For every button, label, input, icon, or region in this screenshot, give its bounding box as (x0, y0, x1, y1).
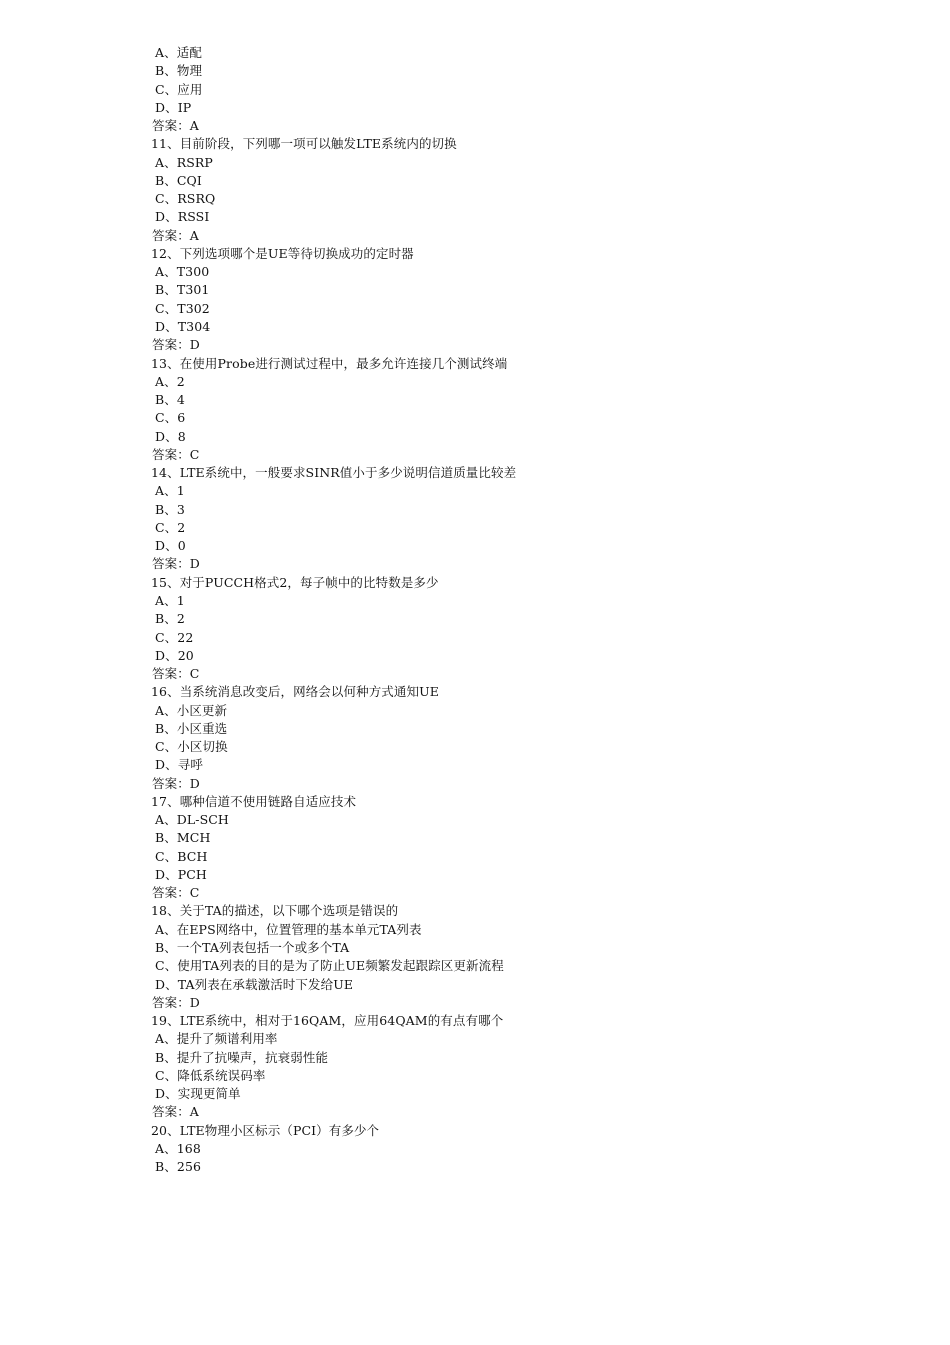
option-line: C、22 (155, 629, 194, 645)
answer-line: 答案：C (152, 885, 200, 901)
option-line: B、256 (155, 1159, 202, 1175)
answer-line: 答案：C (152, 446, 200, 462)
option-line: C、降低系统误码率 (155, 1067, 266, 1083)
option-line: B、CQI (155, 172, 202, 188)
option-line: D、8 (155, 428, 186, 444)
answer-line: 答案：D (152, 556, 200, 572)
option-line: B、2 (155, 611, 185, 627)
question-line: 16、当系统消息改变后，网络会以何种方式通知UE (151, 684, 439, 700)
option-line: D、20 (155, 647, 194, 663)
question-line: 15、对于PUCCH格式2，每子帧中的比特数是多少 (151, 574, 439, 590)
answer-line: 答案：A (152, 227, 199, 243)
answer-line: 答案：C (152, 666, 200, 682)
option-line: D、0 (155, 538, 186, 554)
answer-line: 答案：D (152, 775, 200, 791)
question-line: 18、关于TA的描述，以下哪个选项是错误的 (151, 903, 399, 919)
option-line: A、1 (155, 592, 185, 608)
answer-line: 答案：A (152, 1104, 199, 1120)
question-line: 17、哪种信道不使用链路自适应技术 (151, 793, 357, 809)
answer-line: 答案：D (152, 337, 200, 353)
answer-line: 答案：D (152, 994, 200, 1010)
option-line: A、在EPS网络中，位置管理的基本单元TA列表 (155, 921, 422, 937)
option-line: B、MCH (155, 830, 211, 846)
option-line: A、168 (155, 1140, 201, 1156)
option-line: B、提升了抗噪声，抗衰弱性能 (155, 1049, 329, 1065)
document-page (151, 44, 911, 1176)
option-line: A、小区更新 (155, 702, 228, 718)
option-line: A、RSRP (155, 154, 213, 170)
option-line: C、BCH (155, 848, 208, 864)
option-line: A、2 (155, 373, 185, 389)
option-line: C、使用TA列表的目的是为了防止UE频繁发起跟踪区更新流程 (155, 958, 504, 974)
question-line: 12、下列选项哪个是UE等待切换成功的定时器 (151, 245, 414, 261)
option-line: B、一个TA列表包括一个或多个TA (155, 940, 350, 956)
option-line: C、6 (155, 410, 186, 426)
option-line: B、3 (155, 501, 185, 517)
option-line: D、T304 (155, 318, 211, 334)
question-line: 14、LTE系统中，一般要求SINR值小于多少说明信道质量比较差 (151, 465, 517, 481)
option-line: D、PCH (155, 866, 207, 882)
option-line: B、小区重选 (155, 720, 228, 736)
option-line: B、4 (155, 392, 185, 408)
question-line: 11、目前阶段，下列哪一项可以触发LTE系统内的切换 (151, 136, 457, 152)
option-line: A、T300 (155, 264, 210, 280)
option-line: C、RSRQ (155, 191, 216, 207)
option-line: C、2 (155, 519, 186, 535)
option-line: D、TA列表在承载激活时下发给UE (155, 976, 354, 992)
option-line: A、DL-SCH (155, 812, 229, 828)
option-line: D、RSSI (155, 209, 210, 225)
option-line: C、T302 (155, 300, 210, 316)
option-line: A、适配 (155, 45, 202, 60)
option-line: A、1 (155, 483, 185, 499)
option-line: D、寻呼 (155, 757, 203, 773)
option-line: B、物理 (155, 63, 203, 79)
option-line: C、应用 (155, 81, 203, 97)
option-line: B、T301 (155, 282, 210, 298)
question-line: 13、在使用Probe进行测试过程中，最多允许连接几个测试终端 (151, 355, 508, 371)
question-line: 19、LTE系统中，相对于16QAM，应用64QAM的有点有哪个 (151, 1013, 504, 1029)
option-line: A、提升了频谱利用率 (155, 1031, 278, 1047)
question-line: 20、LTE物理小区标示（PCI）有多少个 (151, 1122, 380, 1138)
answer-line: 答案：A (152, 118, 199, 134)
option-line: D、IP (155, 99, 192, 115)
option-line: C、小区切换 (155, 739, 228, 755)
option-line: D、实现更简单 (155, 1086, 241, 1102)
